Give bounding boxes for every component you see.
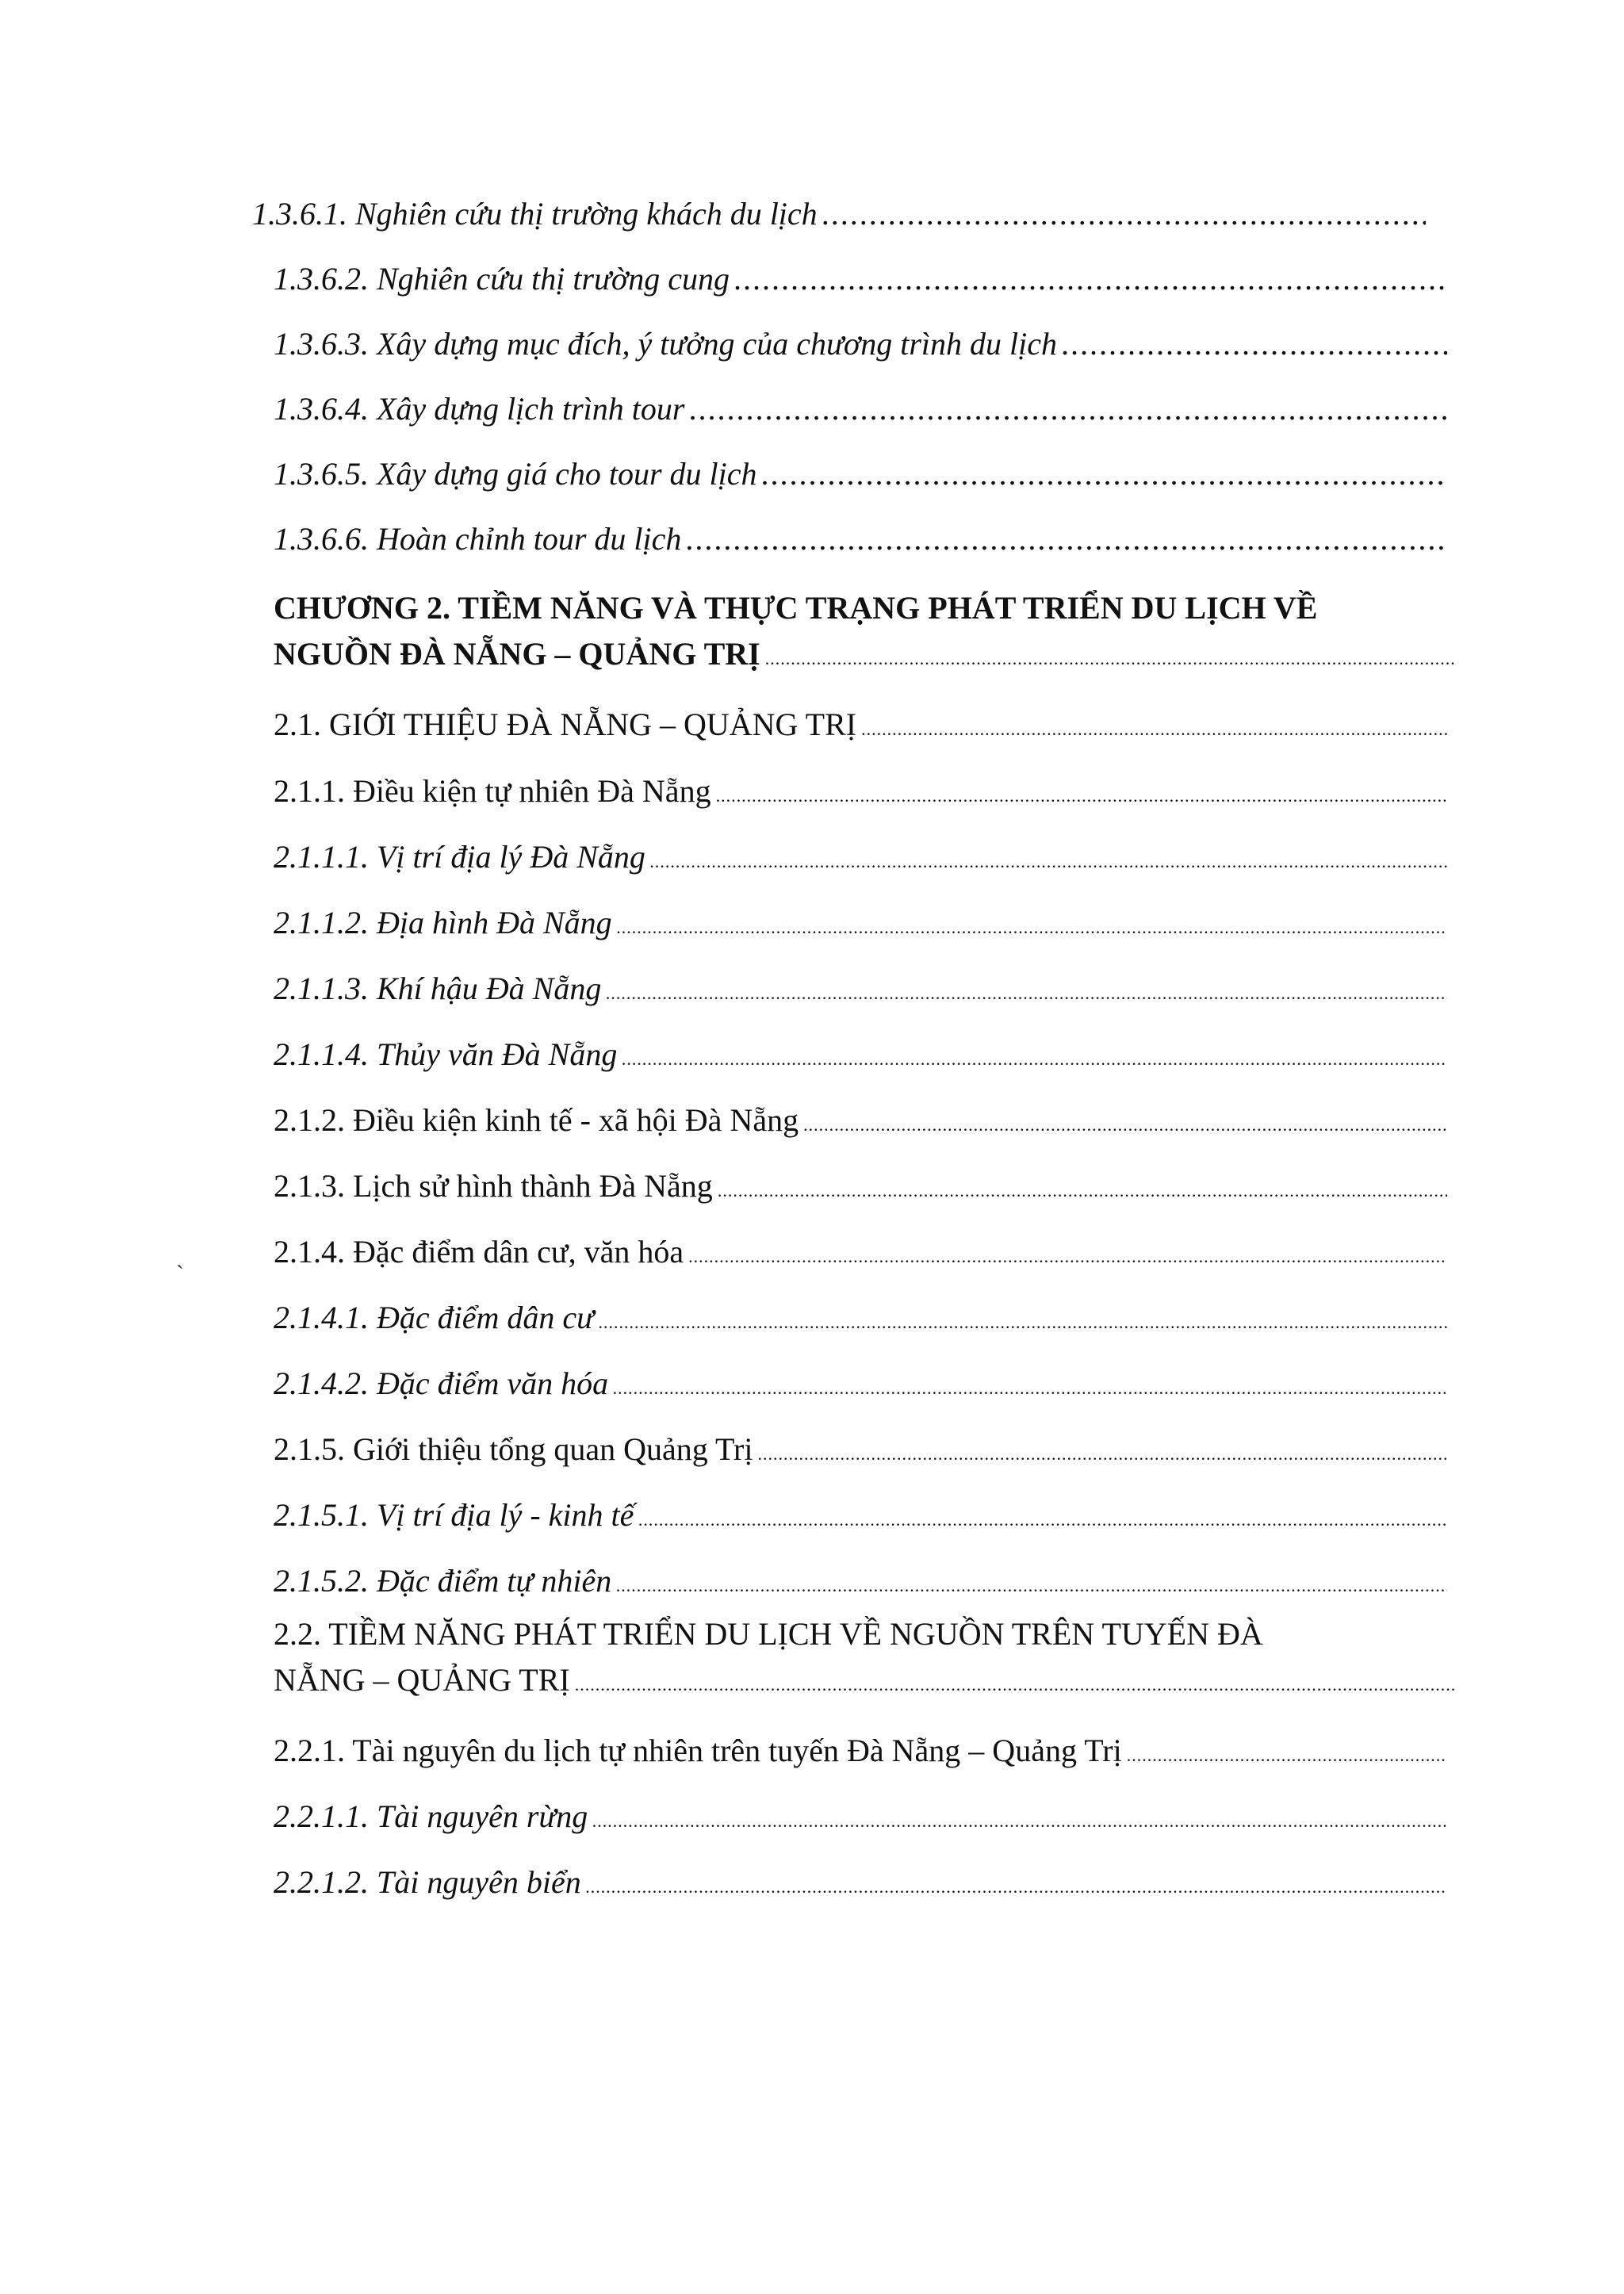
toc-entry	[274, 1231, 1447, 1277]
dot-leader	[606, 973, 1447, 1014]
toc-entry-label: 2.1.1. Điều kiện tự nhiên Đà Nẵng	[274, 773, 711, 809]
toc-entry-label: 1.3.6.1. Nghiên cứu thị trường khách du lịch	[252, 196, 818, 232]
chapter-heading-line1: CHƯƠNG 2. TIỀM NĂNG VÀ THỰC TRẠNG PHÁT TRIỂN DU LỊCH VỀ	[274, 590, 1318, 626]
toc-entry-label: 2.1.3. Lịch sử hình thành Đà Nẵng	[274, 1168, 713, 1204]
toc-entry	[274, 704, 1447, 750]
dot-leader	[616, 1565, 1447, 1607]
toc-entry-label: 1.3.6.5. Xây dựng giá cho tour du lịch	[274, 456, 757, 492]
dot-leader	[1127, 1735, 1447, 1776]
toc-entry	[274, 389, 1447, 430]
dot-leader	[613, 1368, 1447, 1409]
toc-entry	[274, 1166, 1447, 1212]
toc-entry-label: 2.1.5.2. Đặc điểm tự nhiên	[274, 1563, 612, 1599]
toc-entry-label: 1.3.6.3. Xây dựng mục đích, ý tưởng của chương trình du lịch	[274, 326, 1057, 362]
section-heading	[274, 1611, 1455, 1708]
dot-leader	[689, 389, 1447, 430]
section-heading-line2-row	[274, 1657, 1455, 1708]
chapter-heading	[274, 585, 1455, 682]
toc-entry-label: 1.3.6.2. Nghiên cứu thị trường cung	[274, 261, 730, 297]
toc-entry-label: 1.3.6.6. Hoàn chỉnh tour du lịch	[274, 521, 682, 557]
dot-leader	[575, 1662, 1455, 1708]
chapter-heading-line2: NGUỒN ĐÀ NẴNG – QUẢNG TRỊ	[274, 636, 760, 672]
toc-entry	[274, 1100, 1447, 1146]
toc-entry	[274, 1034, 1447, 1080]
section-heading-line1: 2.2. TIỀM NĂNG PHÁT TRIỂN DU LỊCH VỀ NGUỒN TRÊN TUYẾN ĐÀ	[274, 1616, 1263, 1652]
toc-entry	[274, 1429, 1447, 1475]
toc-entry	[274, 1297, 1447, 1343]
dot-leader	[716, 776, 1447, 817]
toc-entry	[274, 1862, 1447, 1908]
toc-entry-label: 2.2.1.1. Tài nguyên rừng	[274, 1798, 588, 1834]
dot-leader	[1062, 324, 1447, 365]
toc-entry-label: 2.1.1.4. Thủy văn Đà Nẵng	[274, 1036, 618, 1072]
toc-entry-label: 2.1. GIỚI THIỆU ĐÀ NẴNG – QUẢNG TRỊ	[274, 707, 857, 742]
toc-entry-label: 1.3.6.4. Xây dựng lịch trình tour	[274, 391, 685, 427]
dot-leader	[592, 1801, 1447, 1842]
toc-entry-label: 2.2.1.2. Tài nguyên biển	[274, 1864, 581, 1900]
dot-leader	[861, 709, 1447, 750]
dot-leader	[688, 1236, 1447, 1277]
dot-leader	[638, 1499, 1447, 1541]
toc-entry-label: 2.1.4.2. Đặc điểm văn hóa	[274, 1365, 609, 1401]
dot-leader	[650, 841, 1447, 883]
toc-entry	[274, 1796, 1447, 1842]
dot-leader	[803, 1105, 1447, 1146]
toc-entry-label: 2.1.4.1. Đặc điểm dân cư	[274, 1300, 594, 1335]
dot-leader	[758, 1434, 1448, 1475]
toc-entry	[274, 1730, 1447, 1776]
stray-mark: `	[176, 1261, 184, 1287]
toc-entry	[274, 1561, 1447, 1607]
dot-leader	[622, 1039, 1447, 1080]
dot-leader	[617, 907, 1447, 948]
toc-entry-label: 2.1.1.3. Khí hậu Đà Nẵng	[274, 971, 602, 1006]
toc-entry	[274, 259, 1447, 300]
toc-entry-label: 2.1.5.1. Vị trí địa lý - kinh tế	[274, 1497, 634, 1533]
section-heading-line2: NẴNG – QUẢNG TRỊ	[274, 1662, 570, 1698]
chapter-heading-line2-row	[274, 631, 1455, 682]
toc-entry	[274, 902, 1447, 948]
toc-entry	[274, 837, 1447, 883]
dot-leader	[822, 193, 1426, 235]
toc-entry	[252, 193, 1426, 235]
toc-entry	[274, 1363, 1447, 1409]
toc-entry	[274, 968, 1447, 1014]
dot-leader	[762, 454, 1447, 495]
toc-entry-label: 2.1.1.2. Địa hình Đà Nẵng	[274, 905, 612, 940]
dot-leader	[765, 636, 1455, 682]
toc-entry-label: 2.1.2. Điều kiện kinh tế - xã hội Đà Nẵng	[274, 1102, 799, 1138]
toc-entry	[274, 324, 1447, 365]
toc-entry-label: 2.1.1.1. Vị trí địa lý Đà Nẵng	[274, 839, 645, 875]
toc-entry-label: 2.2.1. Tài nguyên du lịch tự nhiên trên tuyến Đà Nẵng – Quảng Trị	[274, 1733, 1122, 1768]
toc-entry	[274, 454, 1447, 495]
toc-entry	[274, 519, 1447, 560]
toc-entry	[274, 771, 1447, 817]
dot-leader	[586, 1867, 1447, 1908]
toc-entry-label: 2.1.5. Giới thiệu tổng quan Quảng Trị	[274, 1431, 753, 1467]
dot-leader	[686, 519, 1447, 560]
dot-leader	[718, 1170, 1447, 1212]
dot-leader	[599, 1302, 1447, 1343]
toc-entry	[274, 1495, 1447, 1541]
toc-entry-label: 2.1.4. Đặc điểm dân cư, văn hóa	[274, 1234, 684, 1270]
dot-leader	[734, 259, 1447, 300]
